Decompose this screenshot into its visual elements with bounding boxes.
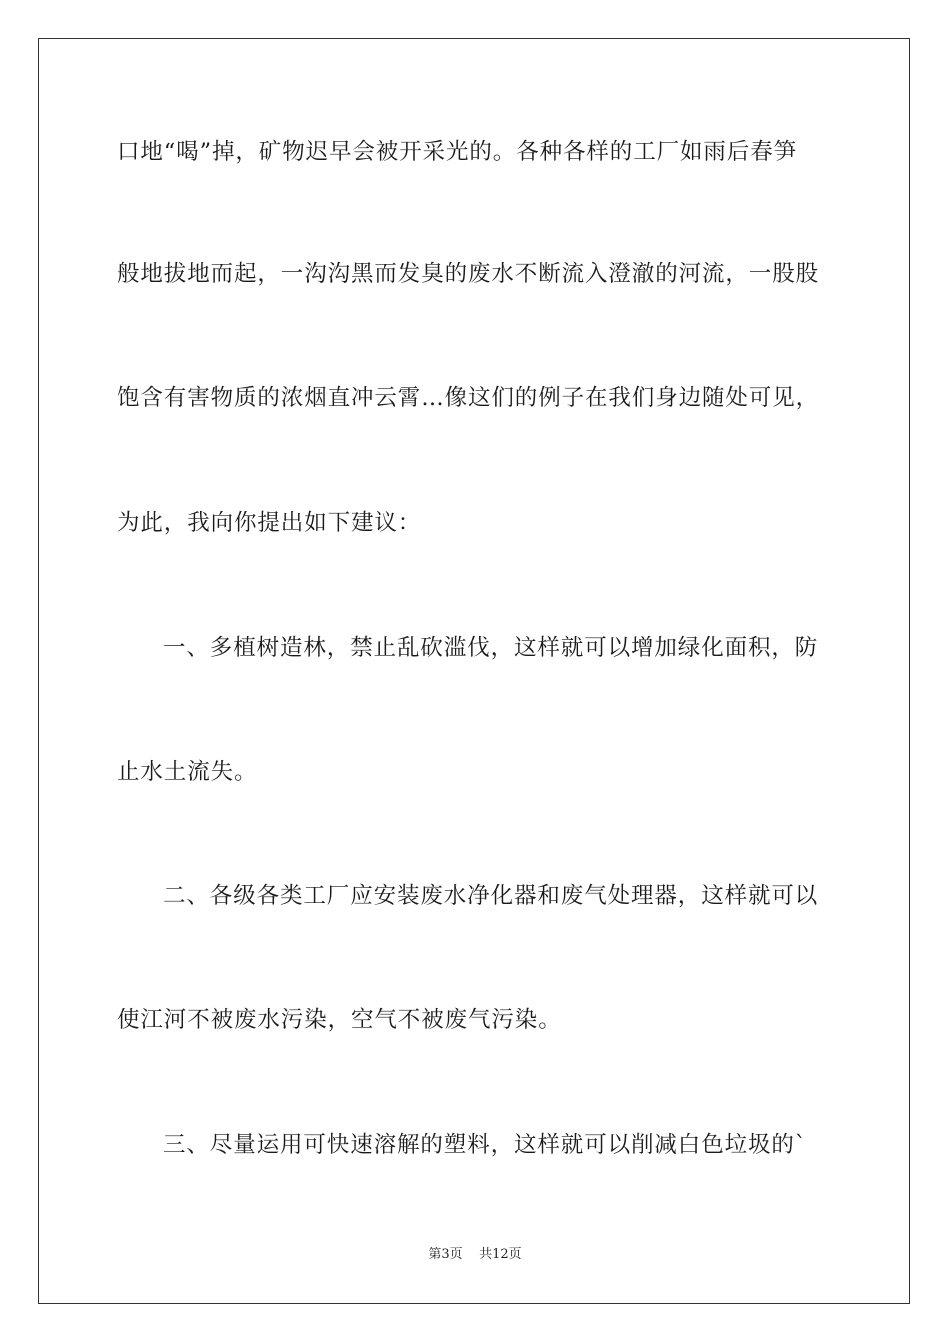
page-border [38,38,910,1304]
text-line-1: 口地“喝”掉，矿物迟早会被开采光的。各种各样的工厂如雨后春笋 [117,139,798,165]
text-line-5: 一、多植树造林，禁止乱砍滥伐，这样就可以增加绿化面积，防 [163,635,819,661]
text-line-6: 止水土流失。 [117,759,258,785]
page-total: 共12页 [479,1247,522,1262]
text-line-7: 二、各级各类工厂应安装废水净化器和废气处理器，这样就可以 [163,883,819,909]
page-footer [0,1246,950,1264]
text-line-4: 为此，我向你提出如下建议： [117,510,422,536]
page-number: 第3页 [428,1247,463,1262]
text-line-3: 饱含有害物质的浓烟直冲云霄…像这们的例子在我们身边随处可见， [117,385,820,411]
text-line-8: 使江河不被废水污染，空气不被废气污染。 [117,1007,562,1033]
text-line-9: 三、尽量运用可快速溶解的塑料，这样就可以削减白色垃圾的` [163,1132,807,1158]
text-line-2: 般地拔地而起，一沟沟黑而发臭的废水不断流入澄澈的河流，一股股 [117,261,820,287]
